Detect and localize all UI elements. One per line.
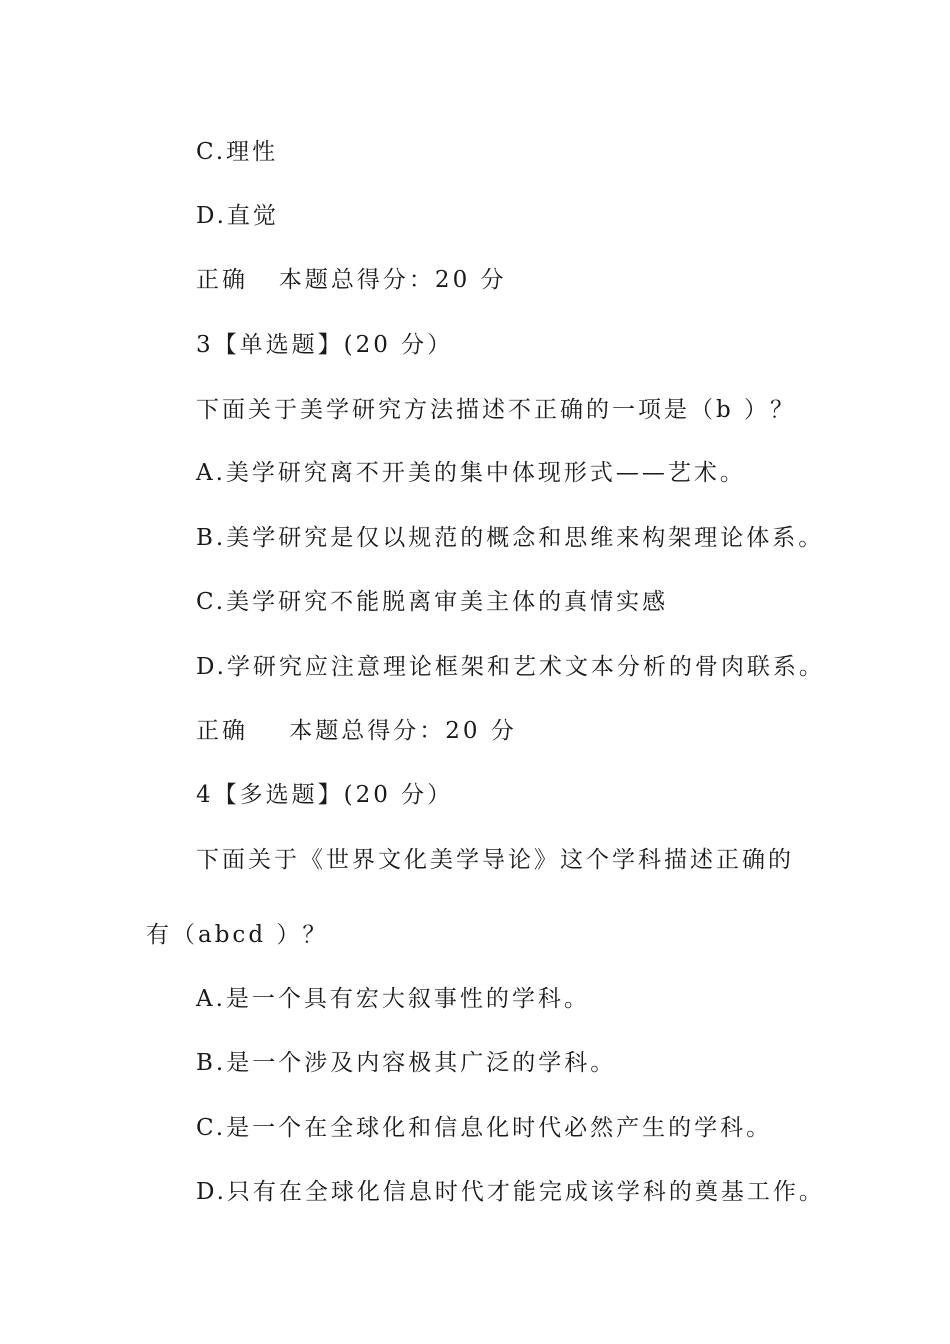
q4-option-d: D.只有在全球化信息时代才能完成该学科的奠基工作。 bbox=[196, 1179, 825, 1205]
q3-header: 3【单选题】(20 分） bbox=[196, 332, 454, 358]
q4-question-line1: 下面关于《世界文化美学导论》这个学科描述正确的 bbox=[196, 847, 794, 873]
q3-option-b: B.美学研究是仅以规范的概念和思维来构架理论体系。 bbox=[196, 525, 825, 551]
q4-option-a: A.是一个具有宏大叙事性的学科。 bbox=[196, 986, 590, 1012]
q2-option-d: D.直觉 bbox=[196, 203, 279, 229]
q4-option-b: B.是一个涉及内容极其广泛的学科。 bbox=[196, 1050, 617, 1076]
q4-option-c: C.是一个在全球化和信息化时代必然产生的学科。 bbox=[196, 1115, 773, 1141]
q4-question-line2: 有（abcd ）？ bbox=[146, 922, 329, 948]
q4-header: 4【多选题】(20 分） bbox=[196, 782, 454, 808]
q2-option-c: C.理性 bbox=[196, 139, 279, 165]
q3-option-a: A.美学研究离不开美的集中体现形式——艺术。 bbox=[196, 460, 746, 486]
q3-option-d: D.学研究应注意理论框架和艺术文本分析的骨肉联系。 bbox=[196, 654, 825, 680]
q3-option-c: C.美学研究不能脱离审美主体的真情实感 bbox=[196, 589, 669, 615]
q3-question: 下面关于美学研究方法描述不正确的一项是（b ）？ bbox=[196, 397, 797, 423]
q2-result: 正确 本题总得分：20 分 bbox=[196, 267, 507, 293]
q3-result: 正确 本题总得分：20 分 bbox=[196, 718, 517, 744]
